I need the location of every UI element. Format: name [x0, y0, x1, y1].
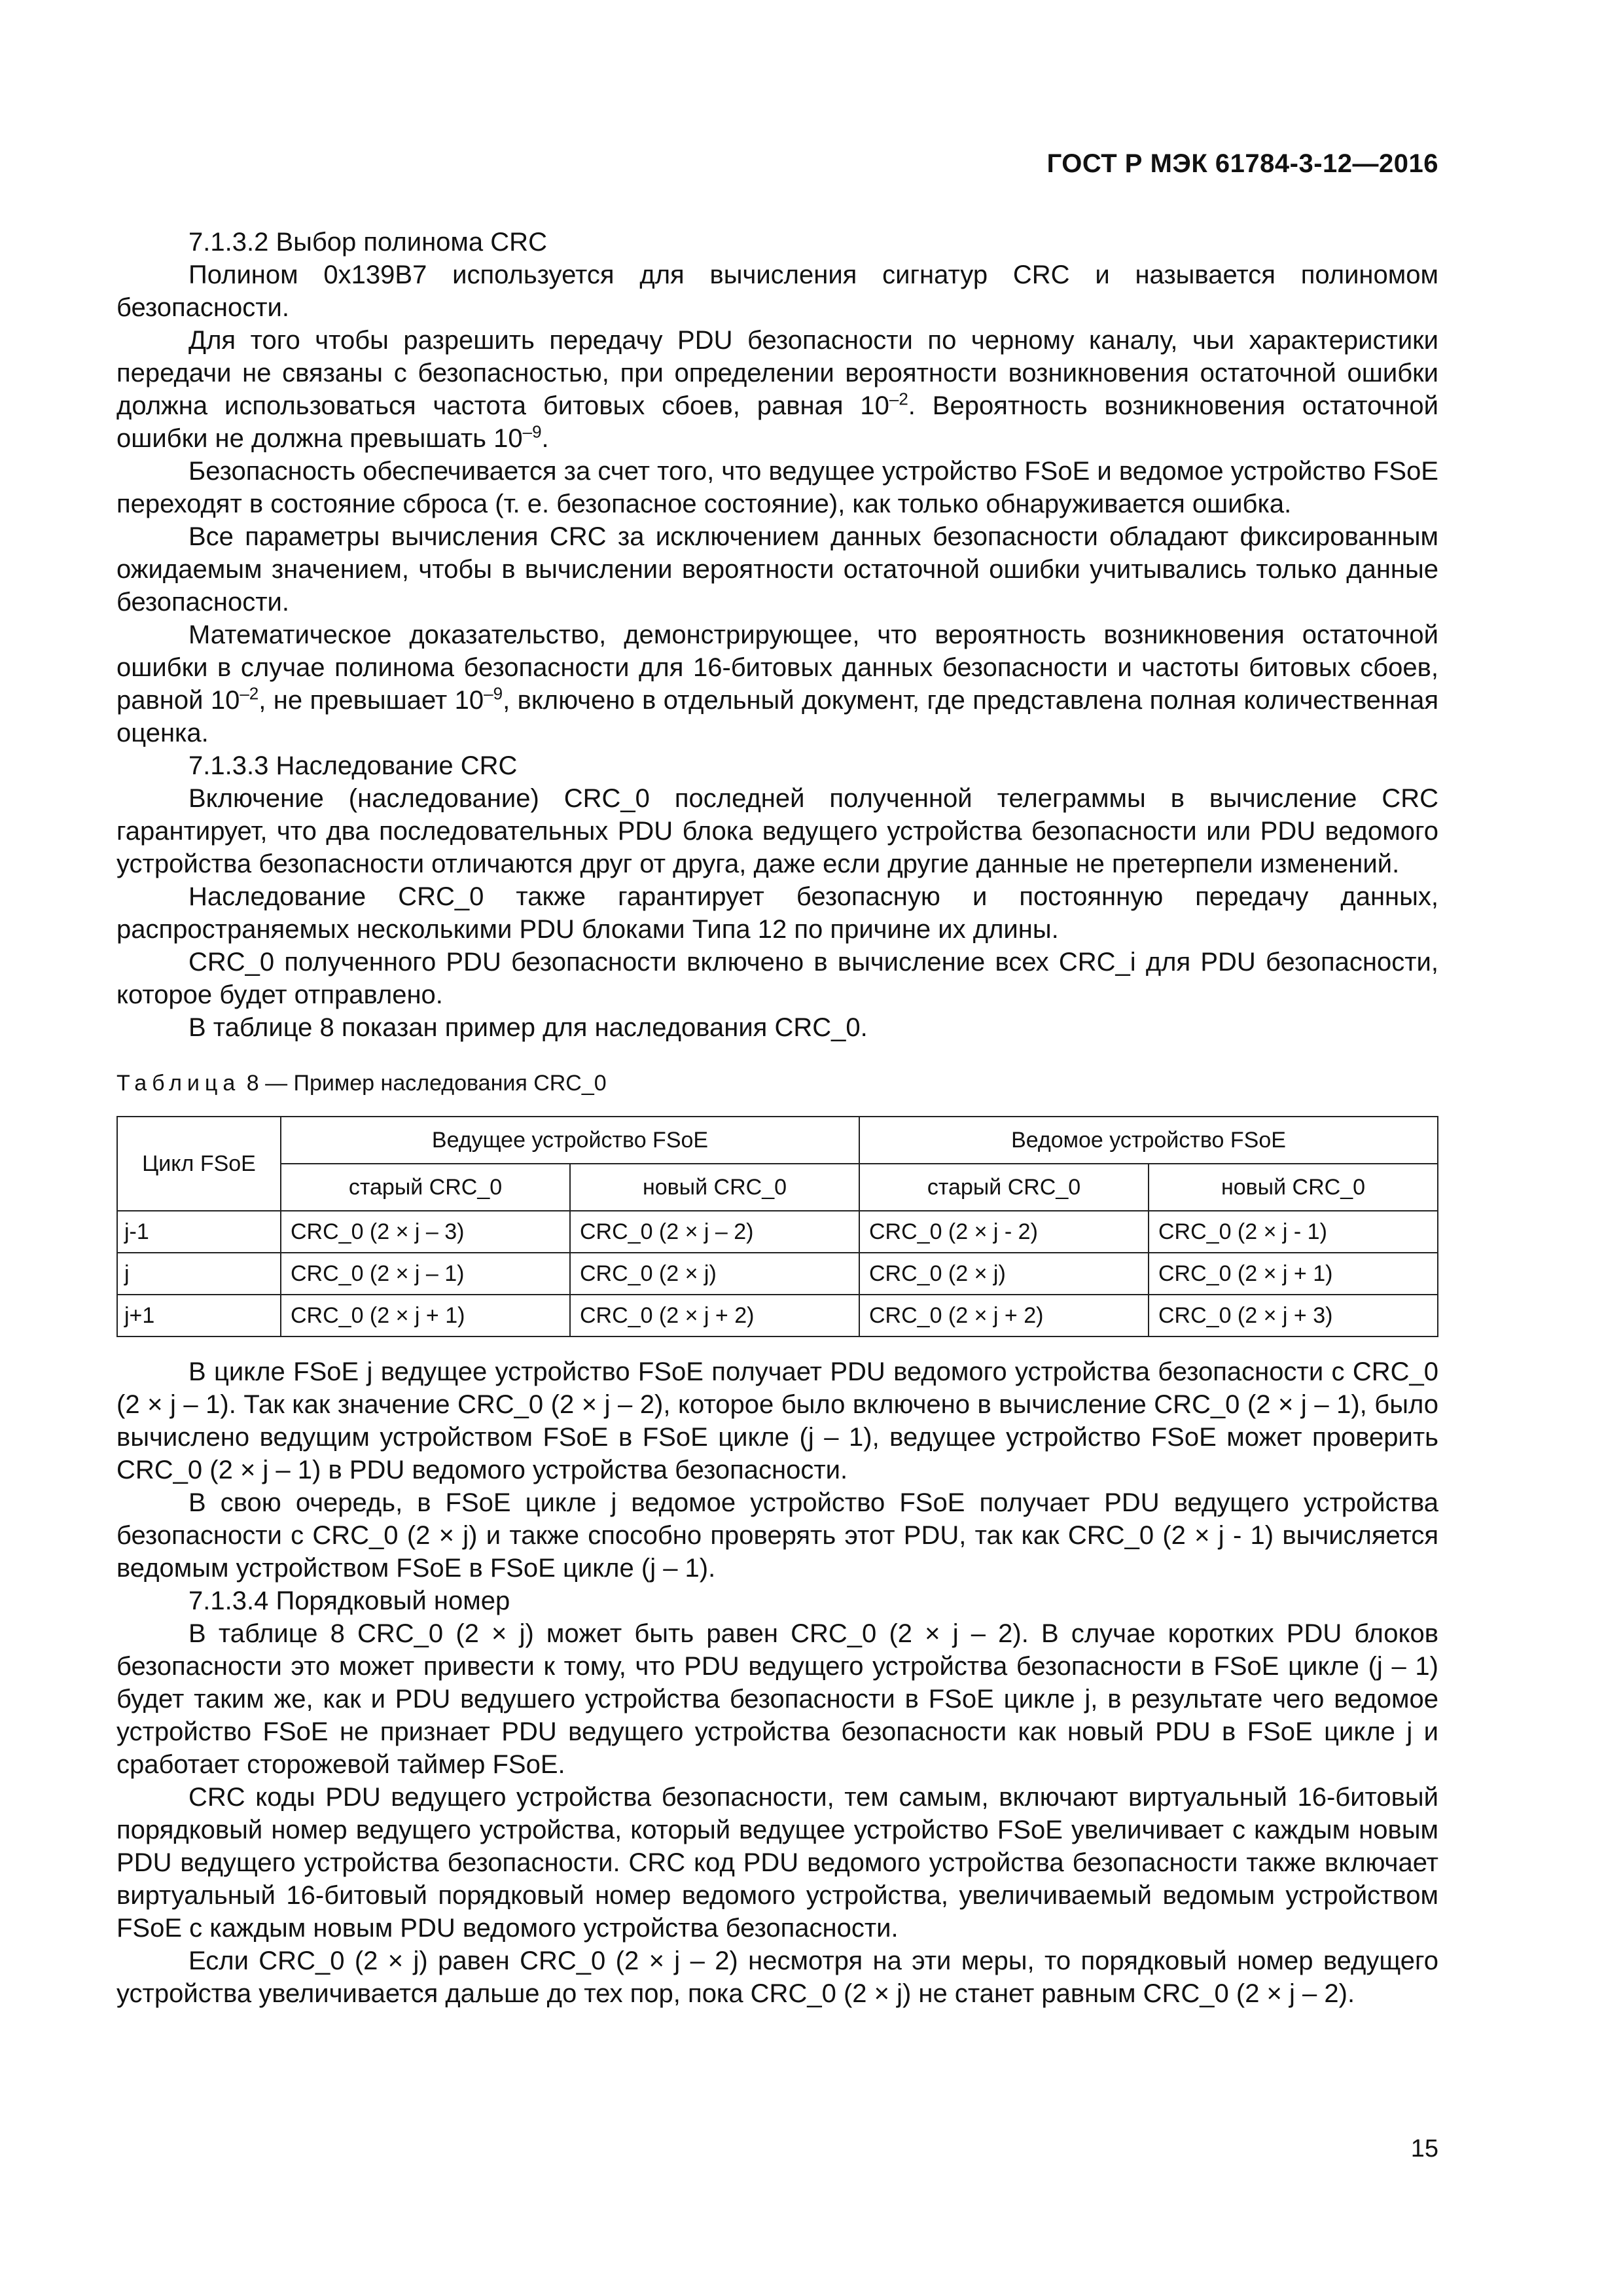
col-header-cycle: Цикл FSoE [117, 1117, 281, 1211]
paragraph: В свою очередь, в FSoE цикле j ведомое устройство FSoE получает PDU ведущего устройства безопасности с CRC_0 (2 × j) и также способно проверять этот PDU, так как CRC_0 (2 × j - 1) вычисляется ведомым устройством FSoE в FSoE цикле (j – 1). [116, 1488, 1438, 1583]
col-group-master: Ведущее устройство FSoE [281, 1117, 859, 1164]
section-heading-7-1-3-3: 7.1.3.3 Наследование CRC [188, 751, 518, 780]
crc-inheritance-table [116, 1116, 1438, 1337]
table-cell: j+1 [117, 1295, 281, 1336]
paragraph: Включение (наследование) CRC_0 последней полученной телеграммы в вычисление CRC гарантирует, что два последовательных PDU блока ведущего устройства безопасности или PDU ведомого устройства безопасности отличаются друг от друга, даже если другие данные не претерпели изменений. [116, 784, 1438, 878]
paragraph: Безопасность обеспечивается за счет того, что ведущее устройство FSoE и ведомое устройство FSoE переходят в состояние сброса (т. е. безопасное состояние), как только обнаруживается ошибка. [116, 457, 1438, 518]
table-cell: CRC_0 (2 × j) [570, 1253, 859, 1295]
table-cell: CRC_0 (2 × j + 3) [1149, 1295, 1438, 1336]
table-row [117, 1253, 1438, 1295]
table-cell: CRC_0 (2 × j) [859, 1253, 1149, 1295]
paragraph: В таблице 8 CRC_0 (2 × j) может быть равен CRC_0 (2 × j – 2). В случае коротких PDU блоков безопасности это может привести к тому, что PDU ведущего устройства безопасности в FSoE цикле (j – 1) будет таким же, как и PDU ведушего устройства безопасности в FSoE цикле j, в результате чего ведомое устройство FSoE не признает PDU ведущего устройства безопасности как новый PDU в FSoE цикле j и сработает сторожевой таймер FSoE. [116, 1619, 1438, 1779]
paragraph: В цикле FSoE j ведущее устройство FSoE получает PDU ведомого устройства безопасности с CRC_0 (2 × j – 1). Так как значение CRC_0 (2 × j – 2), которое было включено в вычисление CRC_0 (2 × j – 1), было вычислено ведущим устройством FSoE в FSoE цикле (j – 1), ведущее устройство FSoE может проверить CRC_0 (2 × j – 1) в PDU ведомого устройства безопасности. [116, 1357, 1438, 1484]
paragraph: Полином 0x139B7 используется для вычисления сигнатур CRC и называется полиномом безопасности. [116, 260, 1438, 322]
paragraph: Если CRC_0 (2 × j) равен CRC_0 (2 × j – 2) несмотря на эти меры, то порядковый номер ведущего устройства увеличивается дальше до тех пор, пока CRC_0 (2 × j) не станет равным CRC_0 (2 × j – 2). [116, 1946, 1438, 2008]
document-id-header: ГОСТ Р МЭК 61784-3-12—2016 [1046, 149, 1438, 178]
col-header-master-new: новый CRC_0 [570, 1164, 859, 1211]
table-subheader-row [117, 1164, 1438, 1211]
col-header-slave-old: старый CRC_0 [859, 1164, 1149, 1211]
table-cell: CRC_0 (2 × j + 2) [570, 1295, 859, 1336]
table-cell: CRC_0 (2 × j + 2) [859, 1295, 1149, 1336]
col-header-slave-new: новый CRC_0 [1149, 1164, 1438, 1211]
paragraph: Для того чтобы разрешить передачу PDU безопасности по черному каналу, чьи характеристики передачи не связаны с безопасностью, при определении вероятности возникновения остаточной ошибки должна использоваться частота битовых сбоев, равная $10^{-2}$. Вероятность возникновения остаточной ошибки не должна превышать $10^{-9}$. [116, 326, 1438, 453]
paragraph: CRC_0 полученного PDU безопасности включено в вычисление всех CRC_i для PDU безопасности, которое будет отправлено. [116, 948, 1438, 1009]
table-cell: CRC_0 (2 × j - 2) [859, 1211, 1149, 1253]
table-cell: CRC_0 (2 × j – 1) [281, 1253, 570, 1295]
table-row [117, 1211, 1438, 1253]
table-cell: j [117, 1253, 281, 1295]
table-cell: CRC_0 (2 × j – 3) [281, 1211, 570, 1253]
document-body [116, 226, 1438, 2010]
section-heading-7-1-3-2: 7.1.3.2 Выбор полинома CRC [188, 228, 547, 257]
paragraph: В таблице 8 показан пример для наследования CRC_0. [188, 1013, 868, 1042]
paragraph: Все параметры вычисления CRC за исключением данных безопасности обладают фиксированным ожидаемым значением, чтобы в вычислении вероятности остаточной ошибки учитывались только данные безопасности. [116, 522, 1438, 617]
table-cell: CRC_0 (2 × j – 2) [570, 1211, 859, 1253]
paragraph: CRC коды PDU ведущего устройства безопасности, тем самым, включают виртуальный 16-битовый порядковый номер ведущего устройства, который ведущее устройство FSoE увеличивает с каждым новым PDU ведущего устройства безопасности. CRC код PDU ведомого устройства безопасности также включает виртуальный 16-битовый порядковый номер ведомого устройства, увеличиваемый ведомым устройством FSoE с каждым новым PDU ведомого устройства безопасности. [116, 1783, 1438, 1943]
section-heading-7-1-3-4: 7.1.3.4 Порядковый номер [188, 1587, 510, 1615]
table-header-row [117, 1117, 1438, 1164]
table-cell: j-1 [117, 1211, 281, 1253]
table-cell: CRC_0 (2 × j + 1) [1149, 1253, 1438, 1295]
table-cell: CRC_0 (2 × j - 1) [1149, 1211, 1438, 1253]
col-header-master-old: старый CRC_0 [281, 1164, 570, 1211]
table-caption: Таблица 8 — Пример наследования CRC_0 [116, 1071, 607, 1096]
page-number: 15 [1410, 2135, 1438, 2162]
col-group-slave: Ведомое устройство FSoE [859, 1117, 1438, 1164]
table-cell: CRC_0 (2 × j + 1) [281, 1295, 570, 1336]
paragraph: Математическое доказательство, демонстрирующее, что вероятность возникновения остаточной ошибки в случае полинома безопасности для 16-битовых данных безопасности и частоты битовых сбоев, равной $10^{-2}$, не превышает $10^{-9}$, включено в отдельный документ, где представлена полная количественная оценка. [116, 620, 1438, 747]
table-row [117, 1295, 1438, 1336]
paragraph: Наследование CRC_0 также гарантирует безопасную и постоянную передачу данных, распространяемых несколькими PDU блоками Типа 12 по причине их длины. [116, 882, 1438, 944]
